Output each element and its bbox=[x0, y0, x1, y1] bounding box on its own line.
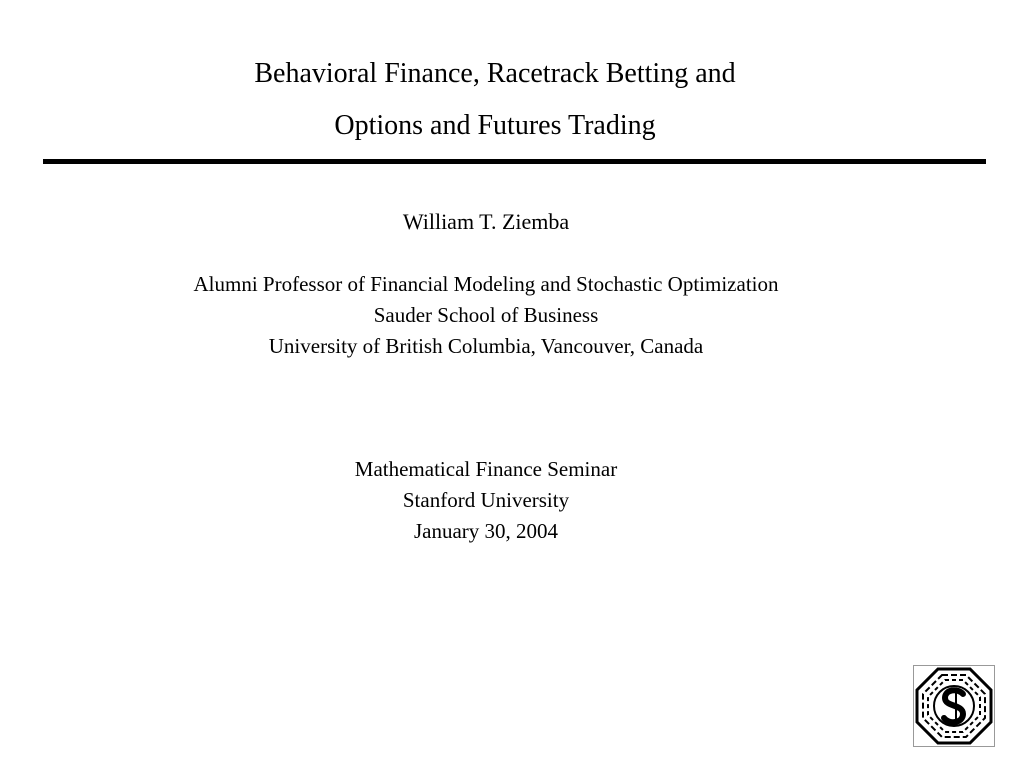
author-name: William T. Ziemba bbox=[402, 209, 570, 234]
affiliation-line-1: Alumni Professor of Financial Modeling and Stochastic Optimization bbox=[193, 272, 779, 296]
affiliation-line-2: Sauder School of Business bbox=[373, 303, 599, 327]
event-name: Mathematical Finance Seminar bbox=[354, 457, 618, 481]
title-divider bbox=[43, 159, 986, 164]
affiliation-line-3: University of British Columbia, Vancouver, Canada bbox=[268, 334, 704, 358]
title-line-1: Behavioral Finance, Racetrack Betting and bbox=[254, 58, 736, 89]
event-date: January 30, 2004 bbox=[413, 519, 559, 543]
title-line-2: Options and Futures Trading bbox=[334, 110, 656, 141]
octagon-s-emblem-icon bbox=[913, 665, 995, 747]
event-venue: Stanford University bbox=[402, 488, 570, 512]
